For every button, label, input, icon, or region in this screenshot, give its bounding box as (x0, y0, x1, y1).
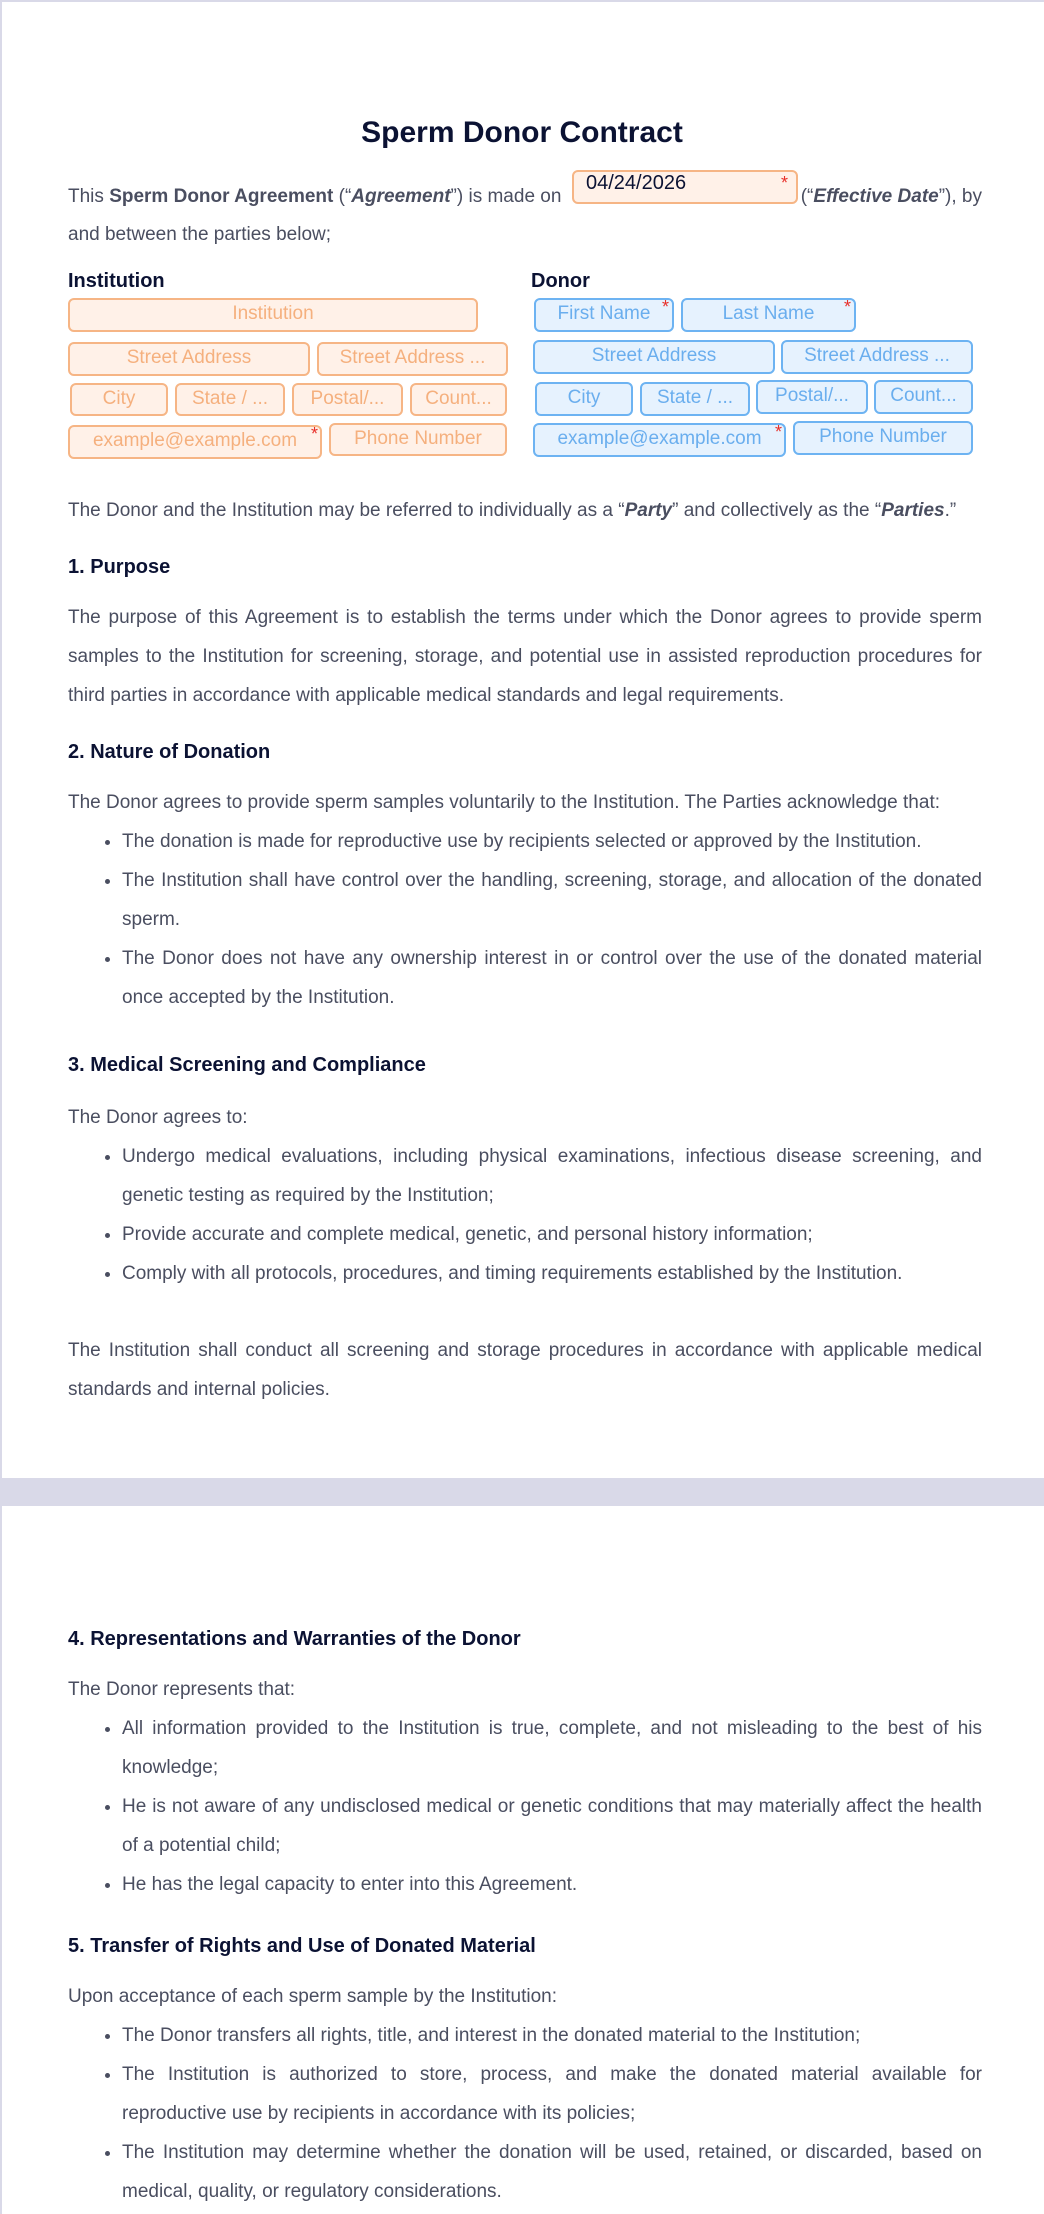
list-item: • Provide accurate and complete medical, genetic, and personal history information; (122, 1215, 982, 1254)
institution-city-input[interactable] (70, 383, 168, 416)
required-asterisk-icon: * (780, 173, 788, 193)
intro-text: ”), by (938, 186, 982, 207)
institution-email-input[interactable] (68, 425, 322, 459)
page-separator (0, 1478, 1044, 1506)
donor-last-name-input[interactable] (681, 298, 856, 332)
list-item: • The donation is made for reproductive use by recipients selected or approved by the Institution. (122, 822, 982, 861)
intro-text: (“ (800, 186, 814, 207)
donor-email-input[interactable] (533, 423, 786, 457)
required-asterisk-icon: * (843, 297, 851, 317)
nature-bullet-list (68, 822, 982, 1017)
placeholder: Street Address ... (339, 347, 486, 368)
placeholder: Count... (890, 385, 957, 406)
section-text-purpose: The purpose of this Agreement is to establish the terms under which the Donor agrees to provide sperm samples to the Institution for screening, storage, and potential use in assisted reproduction procedures for third parties in accordance with applicable medical standards and legal requirements. (68, 607, 982, 706)
section-heading-representations: 4. Representations and Warranties of the Donor (68, 1628, 521, 1650)
list-item: • Comply with all protocols, procedures, and timing requirements established by the Institution. (122, 1254, 982, 1293)
placeholder: State / ... (191, 388, 269, 409)
text: .” (944, 500, 957, 521)
donor-city-input[interactable] (535, 382, 633, 416)
institution-phone-input[interactable] (329, 423, 507, 456)
required-asterisk-icon: * (310, 424, 318, 444)
donor-postal-input[interactable] (756, 380, 868, 414)
list-item: • He is not aware of any undisclosed medical or genetic conditions that may materially affect the health of a potential child; (122, 1787, 982, 1865)
institution-name-input[interactable] (68, 298, 478, 332)
placeholder: Phone Number (819, 426, 947, 447)
placeholder: City (567, 387, 601, 408)
placeholder: example@example.com (557, 428, 762, 449)
medical-bullet-list (68, 1137, 982, 1293)
text: The Donor and the Institution may be referred to individually as a “ (68, 500, 625, 521)
intro-agreement-term: Agreement (351, 186, 451, 207)
placeholder: First Name (557, 303, 651, 324)
required-asterisk-icon: * (661, 297, 669, 317)
effective-date-value: 04/24/2026 (586, 172, 687, 194)
institution-street2-input[interactable] (317, 342, 508, 376)
placeholder: City (102, 388, 136, 409)
section-text-transfer: Upon acceptance of each sperm sample by the Institution: (68, 1986, 557, 2007)
placeholder: Postal/... (775, 385, 849, 406)
section-heading-medical: 3. Medical Screening and Compliance (68, 1054, 426, 1076)
donor-country-input[interactable] (874, 380, 973, 414)
section-heading-nature: 2. Nature of Donation (68, 741, 271, 763)
text: ” and collectively as the “ (672, 500, 882, 521)
placeholder: State / ... (656, 387, 734, 408)
section-heading-purpose: 1. Purpose (68, 556, 171, 578)
section-heading-transfer: 5. Transfer of Rights and Use of Donated Material (68, 1935, 536, 1957)
placeholder: Street Address (126, 347, 252, 368)
placeholder: Phone Number (354, 428, 482, 449)
intro-effective-date-term: Effective Date (813, 186, 939, 207)
intro-line-2: and between the parties below; (68, 224, 332, 245)
party-term: Party (624, 500, 673, 521)
intro-prefix: This (68, 186, 110, 207)
representations-bullet-list (68, 1709, 982, 1904)
intro-paragraph (68, 178, 982, 254)
intro-agreement-name: Sperm Donor Agreement (109, 186, 334, 207)
section-text-nature: The Donor agrees to provide sperm samples voluntarily to the Institution. The Parties acknowledge that: (68, 792, 940, 813)
section-text-representations: The Donor represents that: (68, 1679, 296, 1700)
institution-street1-input[interactable] (68, 342, 310, 376)
donor-label: Donor (531, 270, 590, 292)
intro-effective (801, 178, 982, 216)
required-asterisk-icon: * (774, 422, 782, 442)
parties-definition (68, 491, 982, 530)
institution-postal-input[interactable] (292, 383, 403, 416)
section-text-medical: The Donor agrees to: (68, 1107, 248, 1128)
list-item: • He has the legal capacity to enter into this Agreement. (122, 1865, 982, 1904)
parties-term: Parties (881, 500, 945, 521)
intro-made-on: ”) is made on (450, 186, 562, 207)
medical-closing-text: The Institution shall conduct all screening and storage procedures in accordance with applicable medical standards and internal policies. (68, 1340, 982, 1400)
placeholder: Street Address (591, 345, 717, 366)
effective-date-input[interactable] (572, 170, 798, 204)
institution-label: Institution (68, 270, 165, 292)
list-item: • All information provided to the Institution is true, complete, and not misleading to the best of his knowledge; (122, 1709, 982, 1787)
donor-street2-input[interactable] (781, 340, 973, 374)
list-item: • The Donor transfers all rights, title, and interest in the donated material to the Institution; (122, 2016, 982, 2055)
institution-state-input[interactable] (175, 383, 285, 416)
placeholder: example@example.com (92, 430, 298, 451)
document-title: Sperm Donor Contract (361, 116, 683, 149)
donor-street1-input[interactable] (533, 340, 775, 374)
placeholder: Street Address ... (804, 345, 950, 366)
institution-country-input[interactable] (410, 383, 507, 416)
list-item: • The Institution is authorized to store, process, and make the donated material available for reproductive use by recipients in accordance with its policies; (122, 2055, 982, 2133)
placeholder: Institution (232, 303, 314, 324)
placeholder: Last Name (722, 303, 815, 324)
donor-state-input[interactable] (640, 382, 750, 416)
list-item: • Undergo medical evaluations, including physical examinations, infectious disease screening, and genetic testing as required by the Institution; (122, 1137, 982, 1215)
donor-phone-input[interactable] (793, 421, 973, 455)
list-item: • The Donor does not have any ownership interest in or control over the use of the donated material once accepted by the Institution. (122, 939, 982, 1017)
placeholder: Postal/... (310, 388, 385, 409)
intro-text: (“ (333, 186, 352, 207)
placeholder: Count... (425, 388, 492, 409)
list-item: • The Institution may determine whether the donation will be used, retained, or discarded, based on medical, quality, or regulatory considerations. (122, 2133, 982, 2211)
transfer-bullet-list (68, 2016, 982, 2211)
donor-first-name-input[interactable] (534, 298, 674, 332)
list-item: • The Institution shall have control over the handling, screening, storage, and allocation of the donated sperm. (122, 861, 982, 939)
